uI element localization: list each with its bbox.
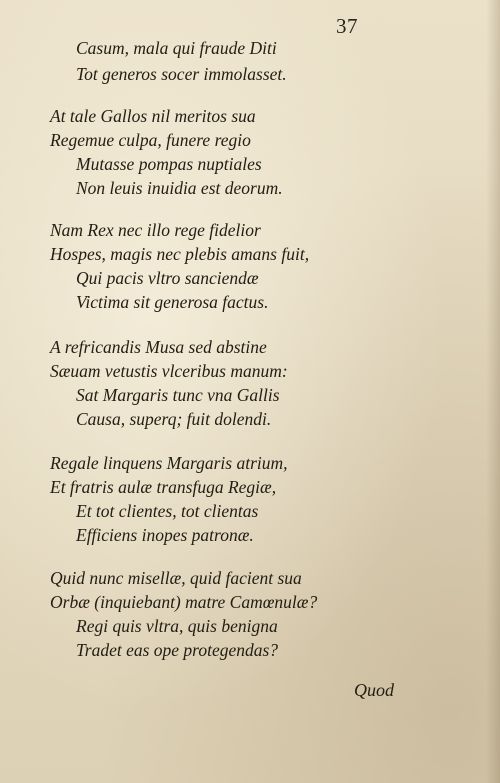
verse-line: Nam Rex nec illo rege fidelior <box>50 220 261 240</box>
verse-line: Causa, superq; fuit dolendi. <box>76 409 272 429</box>
verse-line: Non leuis inuidia est deorum. <box>76 178 283 198</box>
verse-line: Sæuam vetustis vlceribus manum: <box>50 361 288 381</box>
catchword: Quod <box>354 680 394 700</box>
verse-line: Hospes, magis nec plebis amans fuit, <box>50 244 310 264</box>
verse-line: Regi quis vltra, quis benigna <box>76 616 278 636</box>
verse-line: Qui pacis vltro sanciendæ <box>76 268 259 288</box>
page-edge-shadow <box>486 0 500 783</box>
verse-line: Quid nunc misellæ, quid facient sua <box>50 568 302 588</box>
verse-line: Regemue culpa, funere regio <box>50 130 251 150</box>
verse-line: Orbæ (inquiebant) matre Camœnulæ? <box>50 592 318 612</box>
verse-line: Et fratris aulæ transfuga Regiæ, <box>50 477 277 497</box>
verse-line: Casum, mala qui fraude Diti <box>76 38 277 58</box>
verse-line: Mutasse pompas nuptiales <box>76 154 262 174</box>
verse-line: Tot generos socer immolasset. <box>76 64 287 84</box>
verse-line: Regale linquens Margaris atrium, <box>50 453 288 473</box>
verse-line: A refricandis Musa sed abstine <box>50 337 267 357</box>
verse-line: Efficiens inopes patronæ. <box>76 525 254 545</box>
verse-line: Victima sit generosa factus. <box>76 292 269 312</box>
verse-line: At tale Gallos nil meritos sua <box>50 106 256 126</box>
verse-line: Et tot clientes, tot clientas <box>76 501 259 521</box>
verse-line: Sat Margaris tunc vna Gallis <box>76 385 280 405</box>
page-number: 37 <box>336 14 358 38</box>
verse-line: Tradet eas ope protegendas? <box>76 640 279 660</box>
